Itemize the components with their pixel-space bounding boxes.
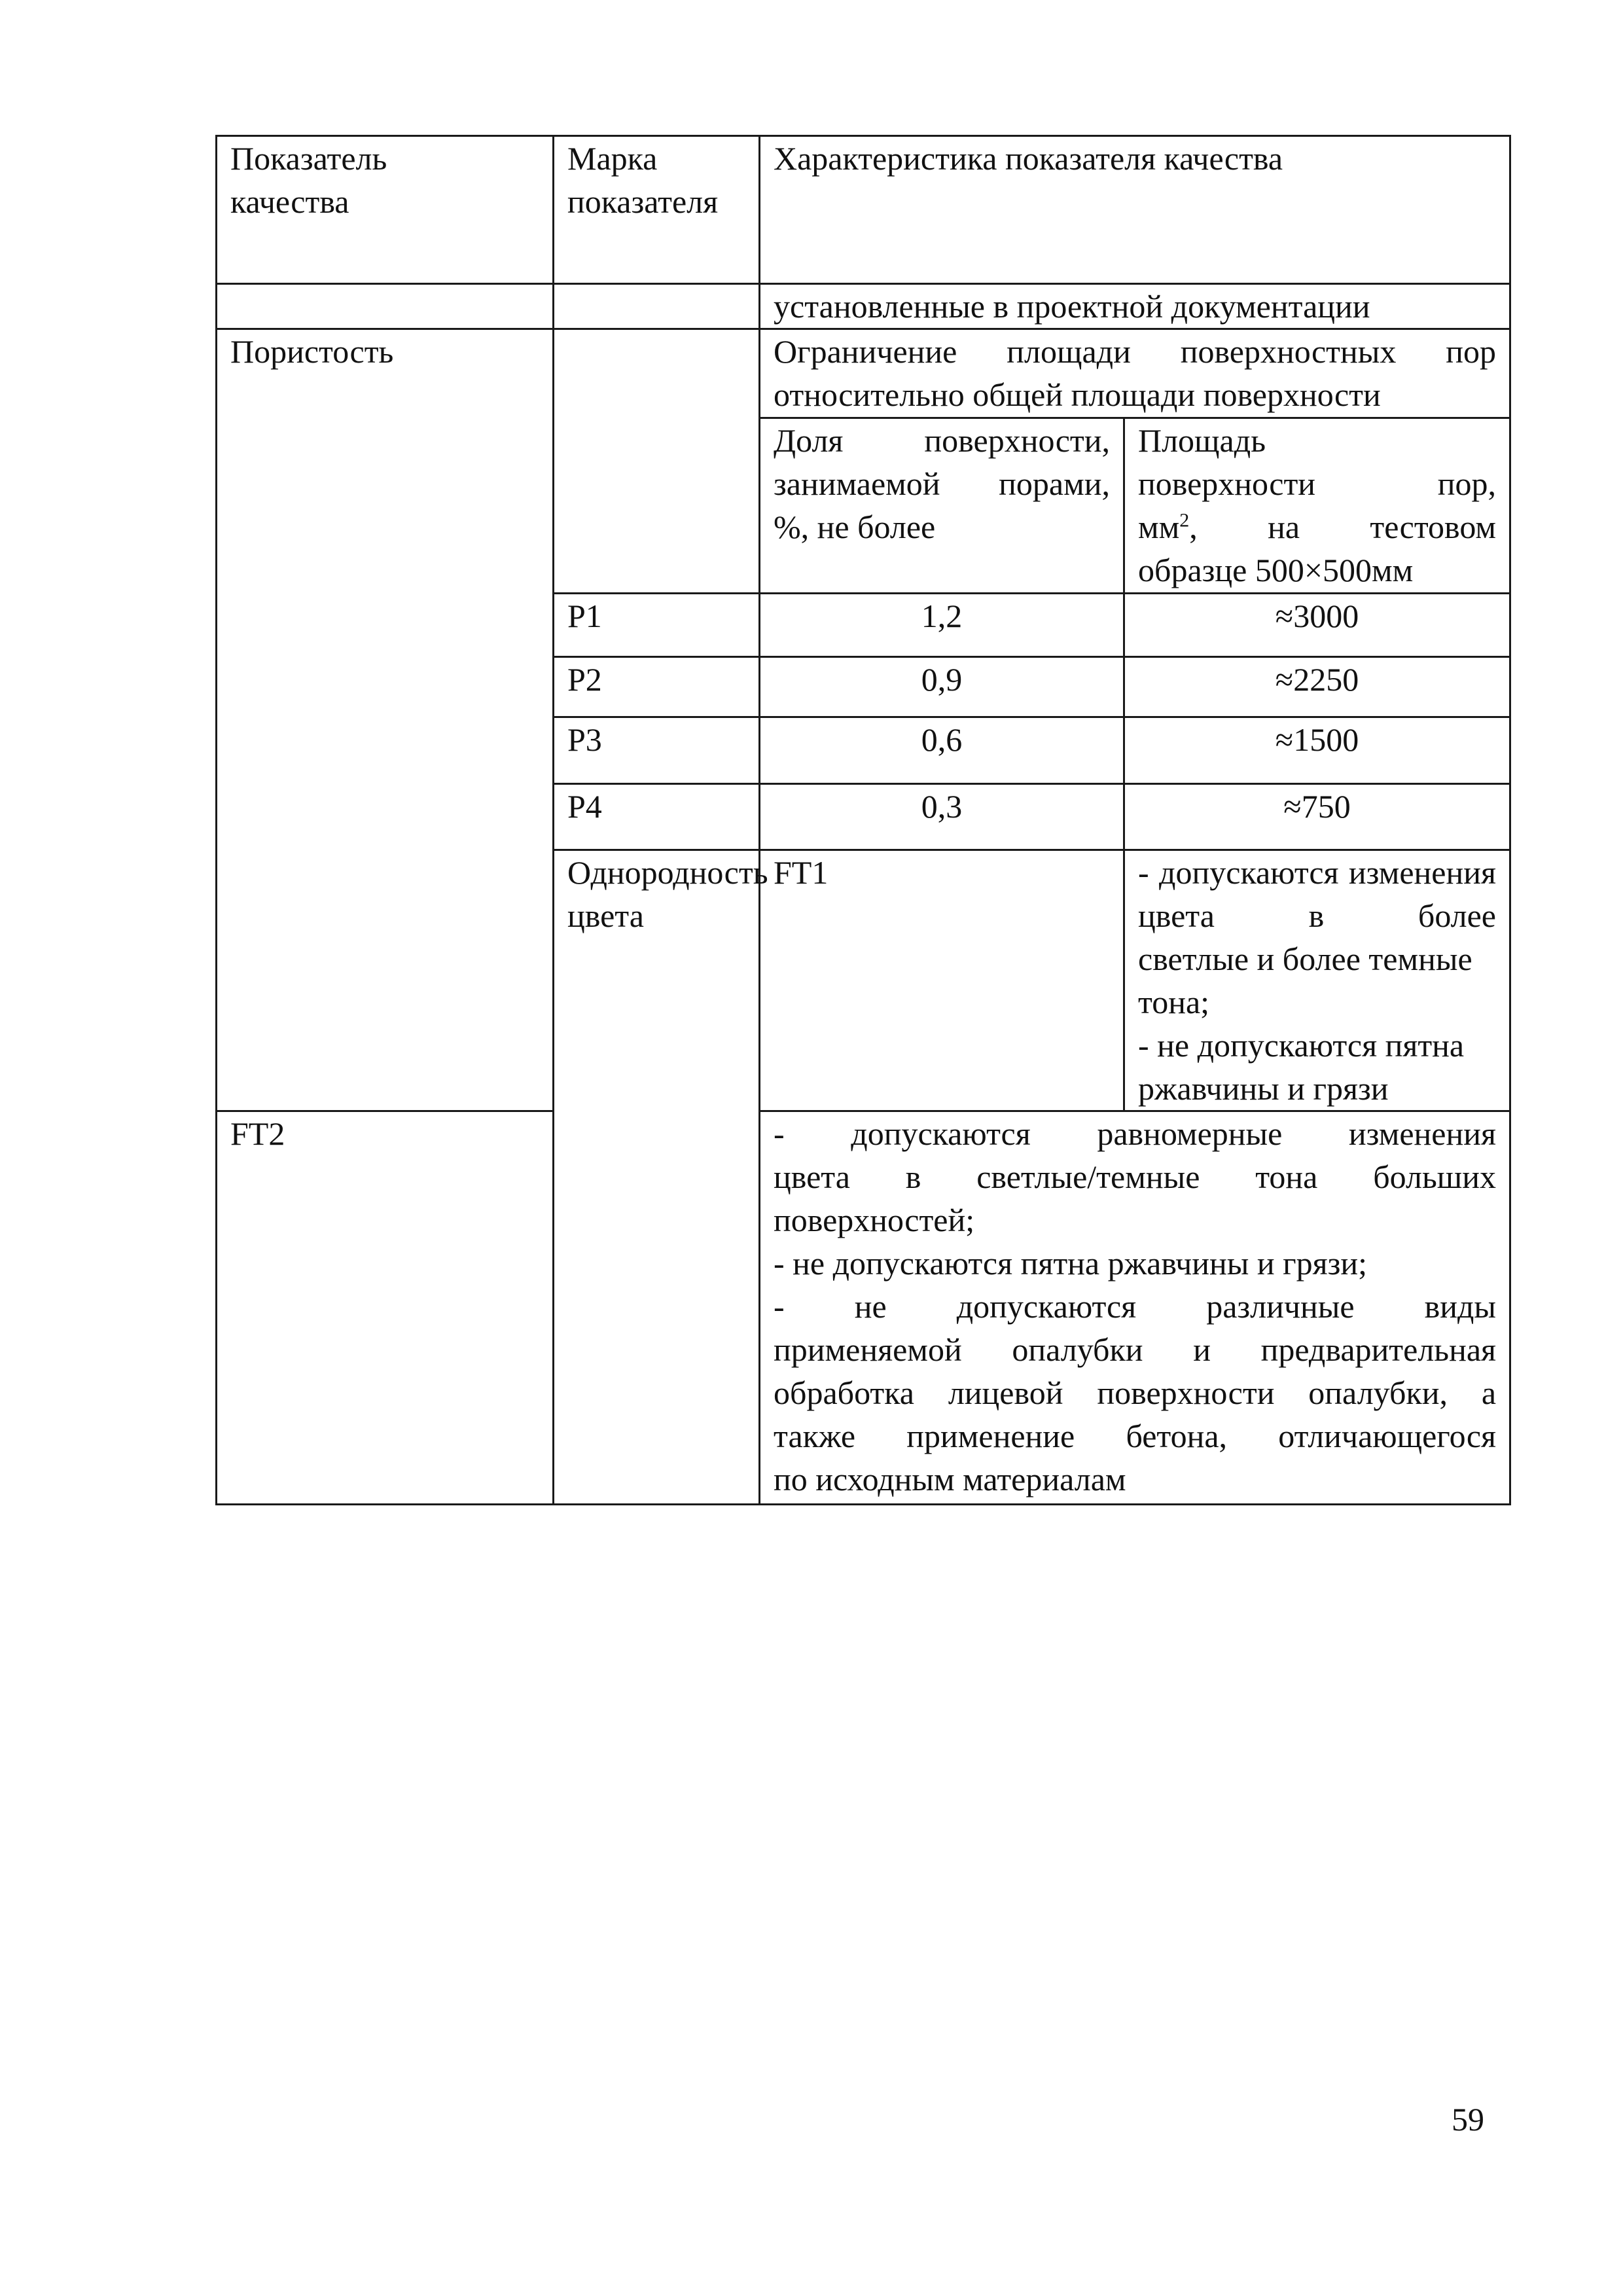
pore-area-cell: ≈2250 bbox=[1124, 657, 1510, 717]
grade-cell: P3 bbox=[554, 717, 760, 784]
pore-share-cell: 0,3 bbox=[760, 784, 1124, 850]
color-label-cell: Однородность цвета bbox=[554, 850, 760, 1505]
header-characteristic-cell: Характеристика показателя качества bbox=[760, 136, 1510, 284]
pore-area-header-cell: Площадь поверхности пор, $мм^2$, на тестовом образце 500×500мм bbox=[1124, 418, 1510, 594]
empty-cell bbox=[554, 329, 760, 594]
porosity-label-cell: Пористость bbox=[217, 329, 554, 1111]
porosity-description-cell: Ограничение площади поверхностных пор относительно общей площади поверхности bbox=[760, 329, 1510, 418]
pore-area-cell: ≈750 bbox=[1124, 784, 1510, 850]
color-row-ft2 bbox=[217, 1111, 1510, 1505]
grade-cell: P1 bbox=[554, 594, 760, 657]
grade-cell: FT1 bbox=[760, 850, 1124, 1111]
pore-area-cell: ≈3000 bbox=[1124, 594, 1510, 657]
empty-cell bbox=[217, 284, 554, 329]
page-number: 59 bbox=[1452, 2101, 1484, 2138]
color-description-cell: - допускаются равномерные изменения цвета в светлые/темные тона больших поверхностей; - не допускаются пятна ржавчины и грязи; - не допускаются различные виды применяемой опалубки и предварительная обработка лицевой поверхности опалубки, а также применение бетона, отличающегося по исходным материалам bbox=[760, 1111, 1510, 1505]
pore-share-cell: 0,6 bbox=[760, 717, 1124, 784]
continuation-text-cell: установленные в проектной документации bbox=[760, 284, 1510, 329]
grade-cell: P2 bbox=[554, 657, 760, 717]
pore-share-cell: 0,9 bbox=[760, 657, 1124, 717]
header-indicator-cell: Показатель качества bbox=[217, 136, 554, 284]
pore-area-unit-line: $мм^2$, на тестовом bbox=[1138, 509, 1497, 545]
pore-share-cell: 1,2 bbox=[760, 594, 1124, 657]
pore-area-cell: ≈1500 bbox=[1124, 717, 1510, 784]
grade-cell: FT2 bbox=[217, 1111, 554, 1505]
color-description-cell: - допускаются изменения цвета в более светлые и более темные тона; - не допускаются пятна ржавчины и грязи bbox=[1124, 850, 1510, 1111]
table-header-row bbox=[217, 136, 1510, 284]
quality-indicators-table bbox=[215, 135, 1511, 1505]
porosity-description-row bbox=[217, 329, 1510, 418]
grade-cell: P4 bbox=[554, 784, 760, 850]
header-grade-cell: Марка показателя bbox=[554, 136, 760, 284]
continuation-row bbox=[217, 284, 1510, 329]
empty-cell bbox=[554, 284, 760, 329]
pore-share-header-cell: Доля поверхности, занимаемой порами, %, не более bbox=[760, 418, 1124, 594]
